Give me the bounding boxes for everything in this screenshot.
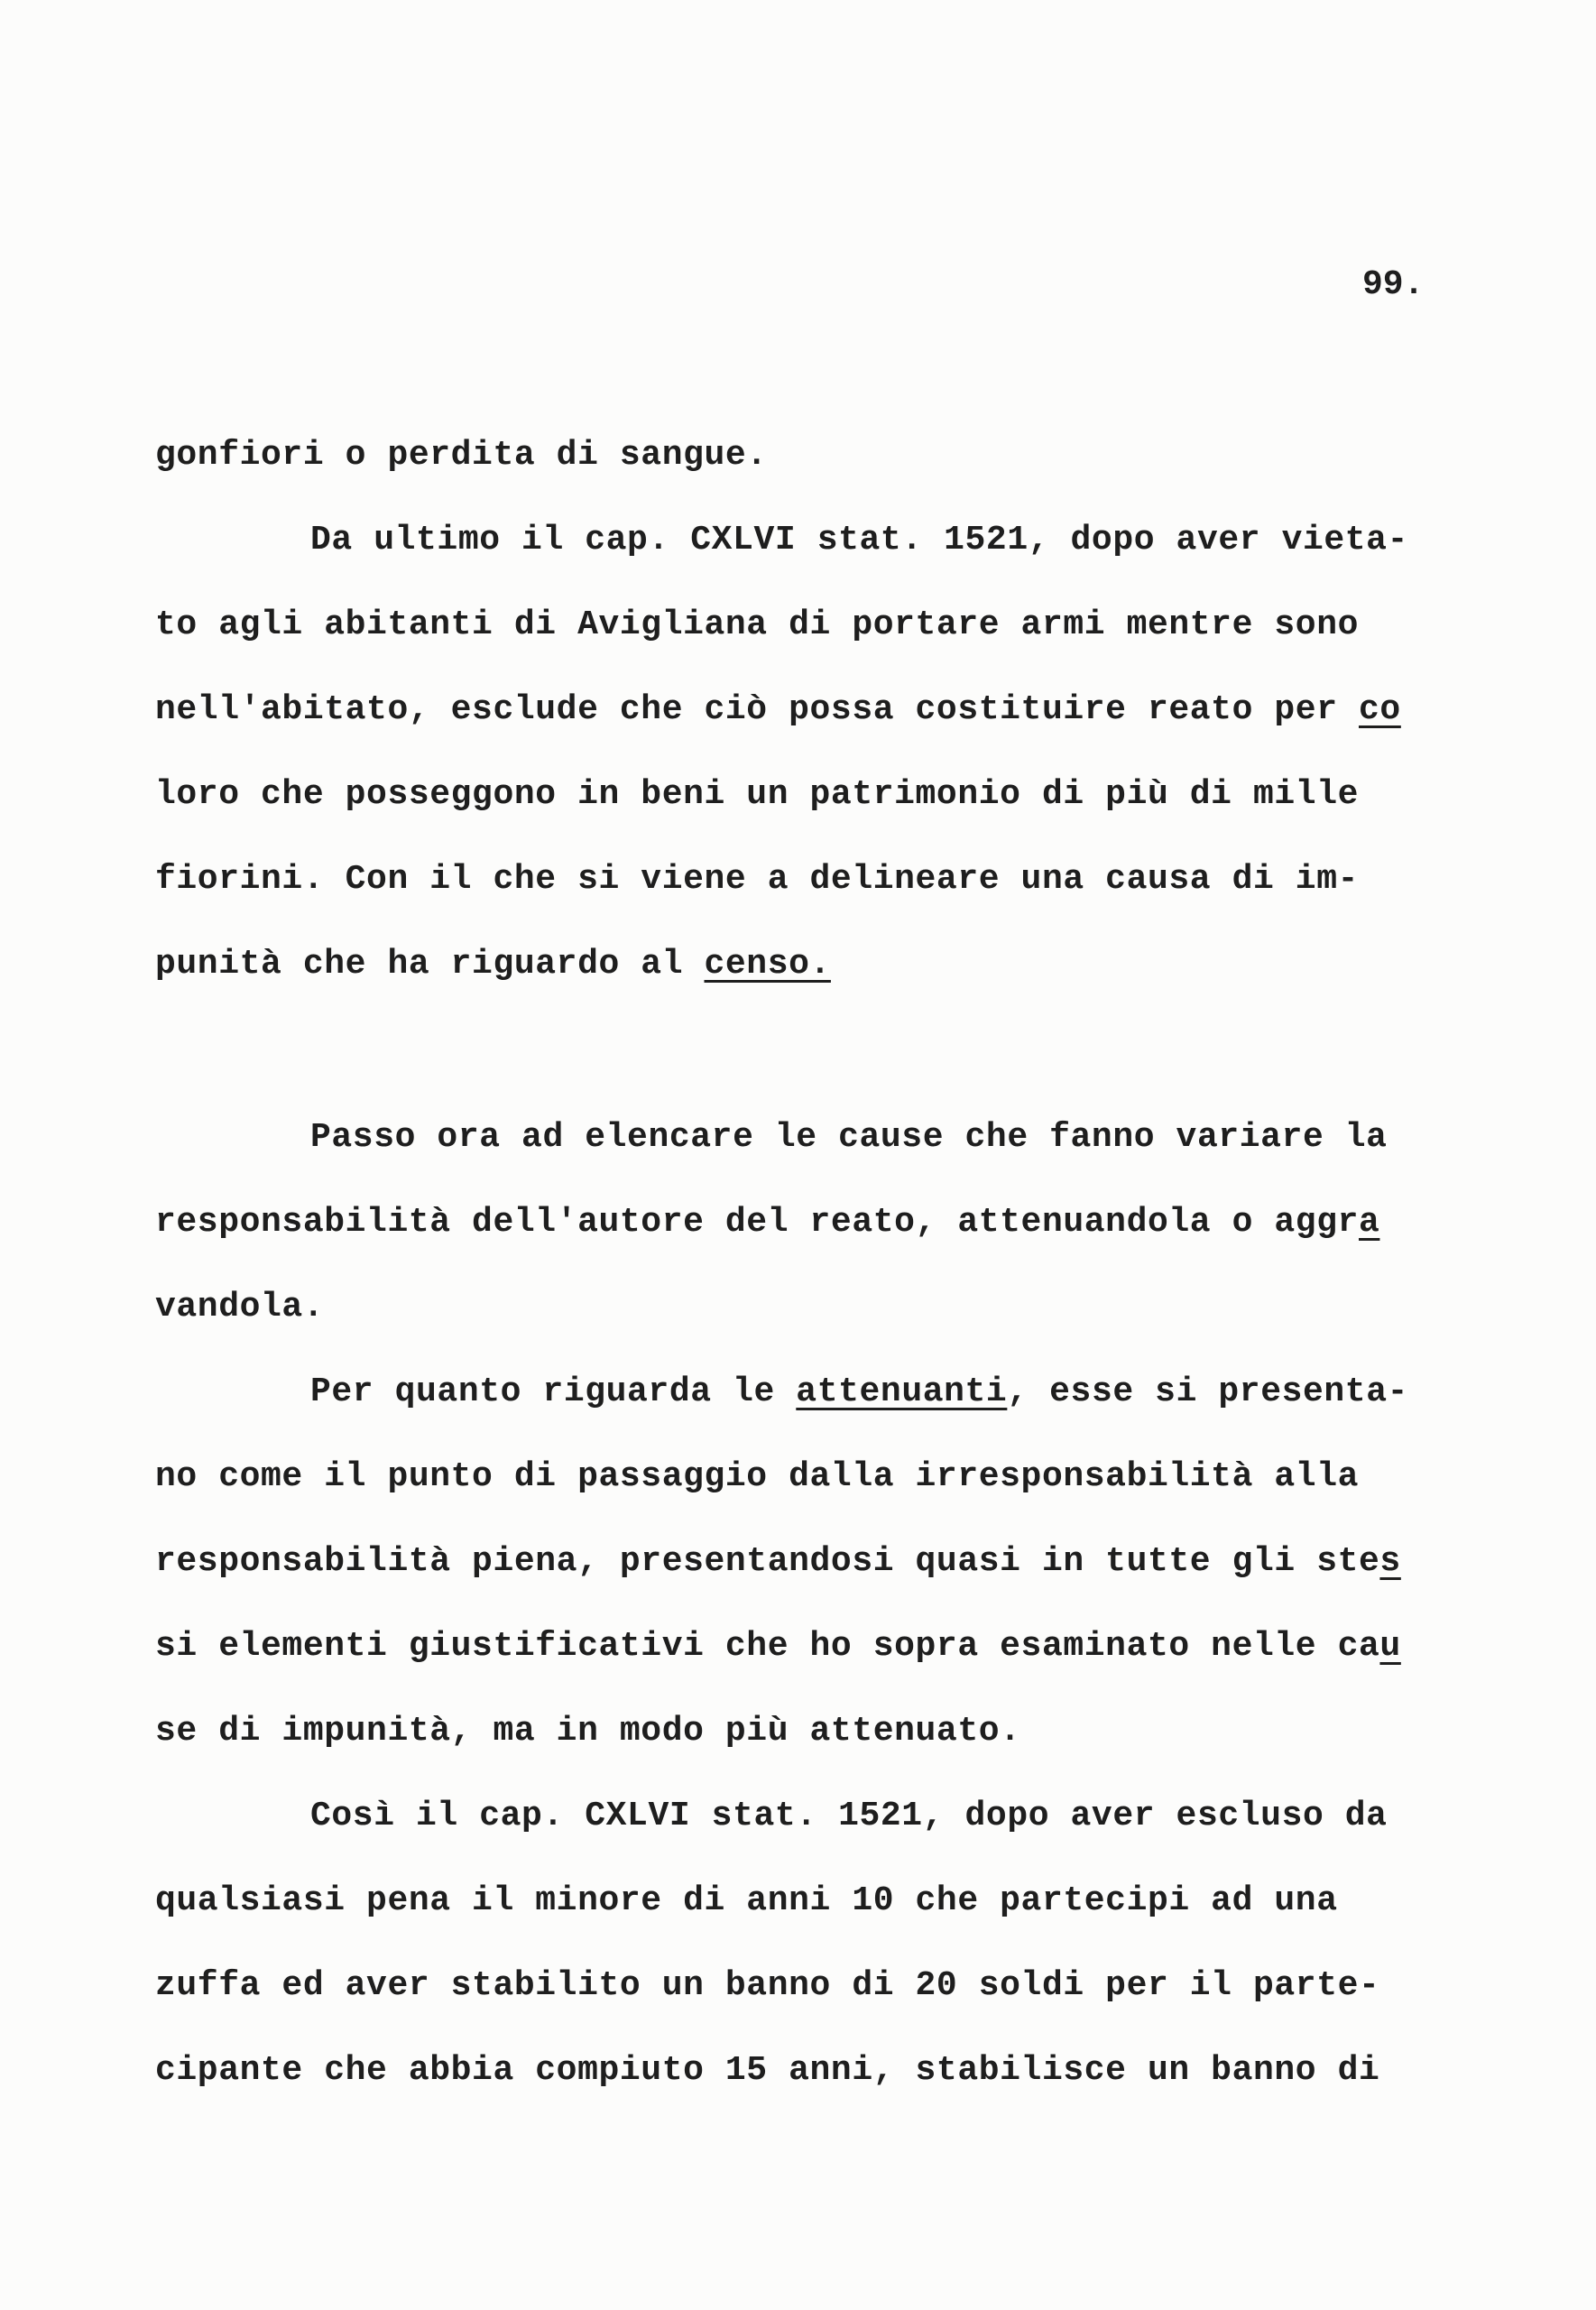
text-line: qualsiasi pena il minore di anni 10 che partecipi ad una	[155, 1881, 1338, 1920]
text-line: fiorini. Con il che si viene a delineare una causa di im-	[155, 860, 1360, 899]
text-line: loro che posseggono in beni un patrimonio di più di mille	[155, 775, 1360, 814]
text-line: no come il punto di passaggio dalla irresponsabilità alla	[155, 1457, 1360, 1496]
underlined-term: censo.	[704, 945, 831, 984]
text-line: Per quanto riguarda le attenuanti, esse si presenta-	[310, 1372, 1409, 1411]
text-line: se di impunità, ma in modo più attenuato.	[155, 1712, 1021, 1751]
text-line: Passo ora ad elencare le cause che fanno variare la	[310, 1118, 1388, 1157]
underlined-term: attenuanti	[796, 1372, 1008, 1411]
text-line: to agli abitanti di Avigliana di portare armi mentre sono	[155, 605, 1360, 644]
text-line: zuffa ed aver stabilito un banno di 20 soldi per il parte-	[155, 1966, 1380, 2005]
underlined-syllable: co	[1359, 690, 1401, 729]
text-line: punità che ha riguardo al censo.	[155, 945, 831, 984]
text-line: cipante che abbia compiuto 15 anni, stabilisce un banno di	[155, 2051, 1380, 2090]
text-line: Così il cap. CXLVI stat. 1521, dopo aver escluso da	[310, 1797, 1388, 1835]
text-line: si elementi giustificativi che ho sopra esaminato nelle cau	[155, 1627, 1401, 1666]
text-line: vandola.	[155, 1288, 325, 1326]
page-number: 99.	[1362, 265, 1425, 304]
underlined-syllable: a	[1359, 1203, 1380, 1242]
text-line: gonfiori o perdita di sangue.	[155, 436, 768, 475]
text-line: Da ultimo il cap. CXLVI stat. 1521, dopo aver vieta-	[310, 521, 1408, 559]
text-line: responsabilità piena, presentandosi quasi in tutte gli stes	[155, 1542, 1401, 1581]
underlined-syllable: u	[1379, 1627, 1401, 1666]
text-line: nell'abitato, esclude che ciò possa costituire reato per co	[155, 690, 1401, 729]
underlined-syllable: s	[1379, 1542, 1401, 1581]
text-line: responsabilità dell'autore del reato, attenuandola o aggra	[155, 1203, 1380, 1242]
